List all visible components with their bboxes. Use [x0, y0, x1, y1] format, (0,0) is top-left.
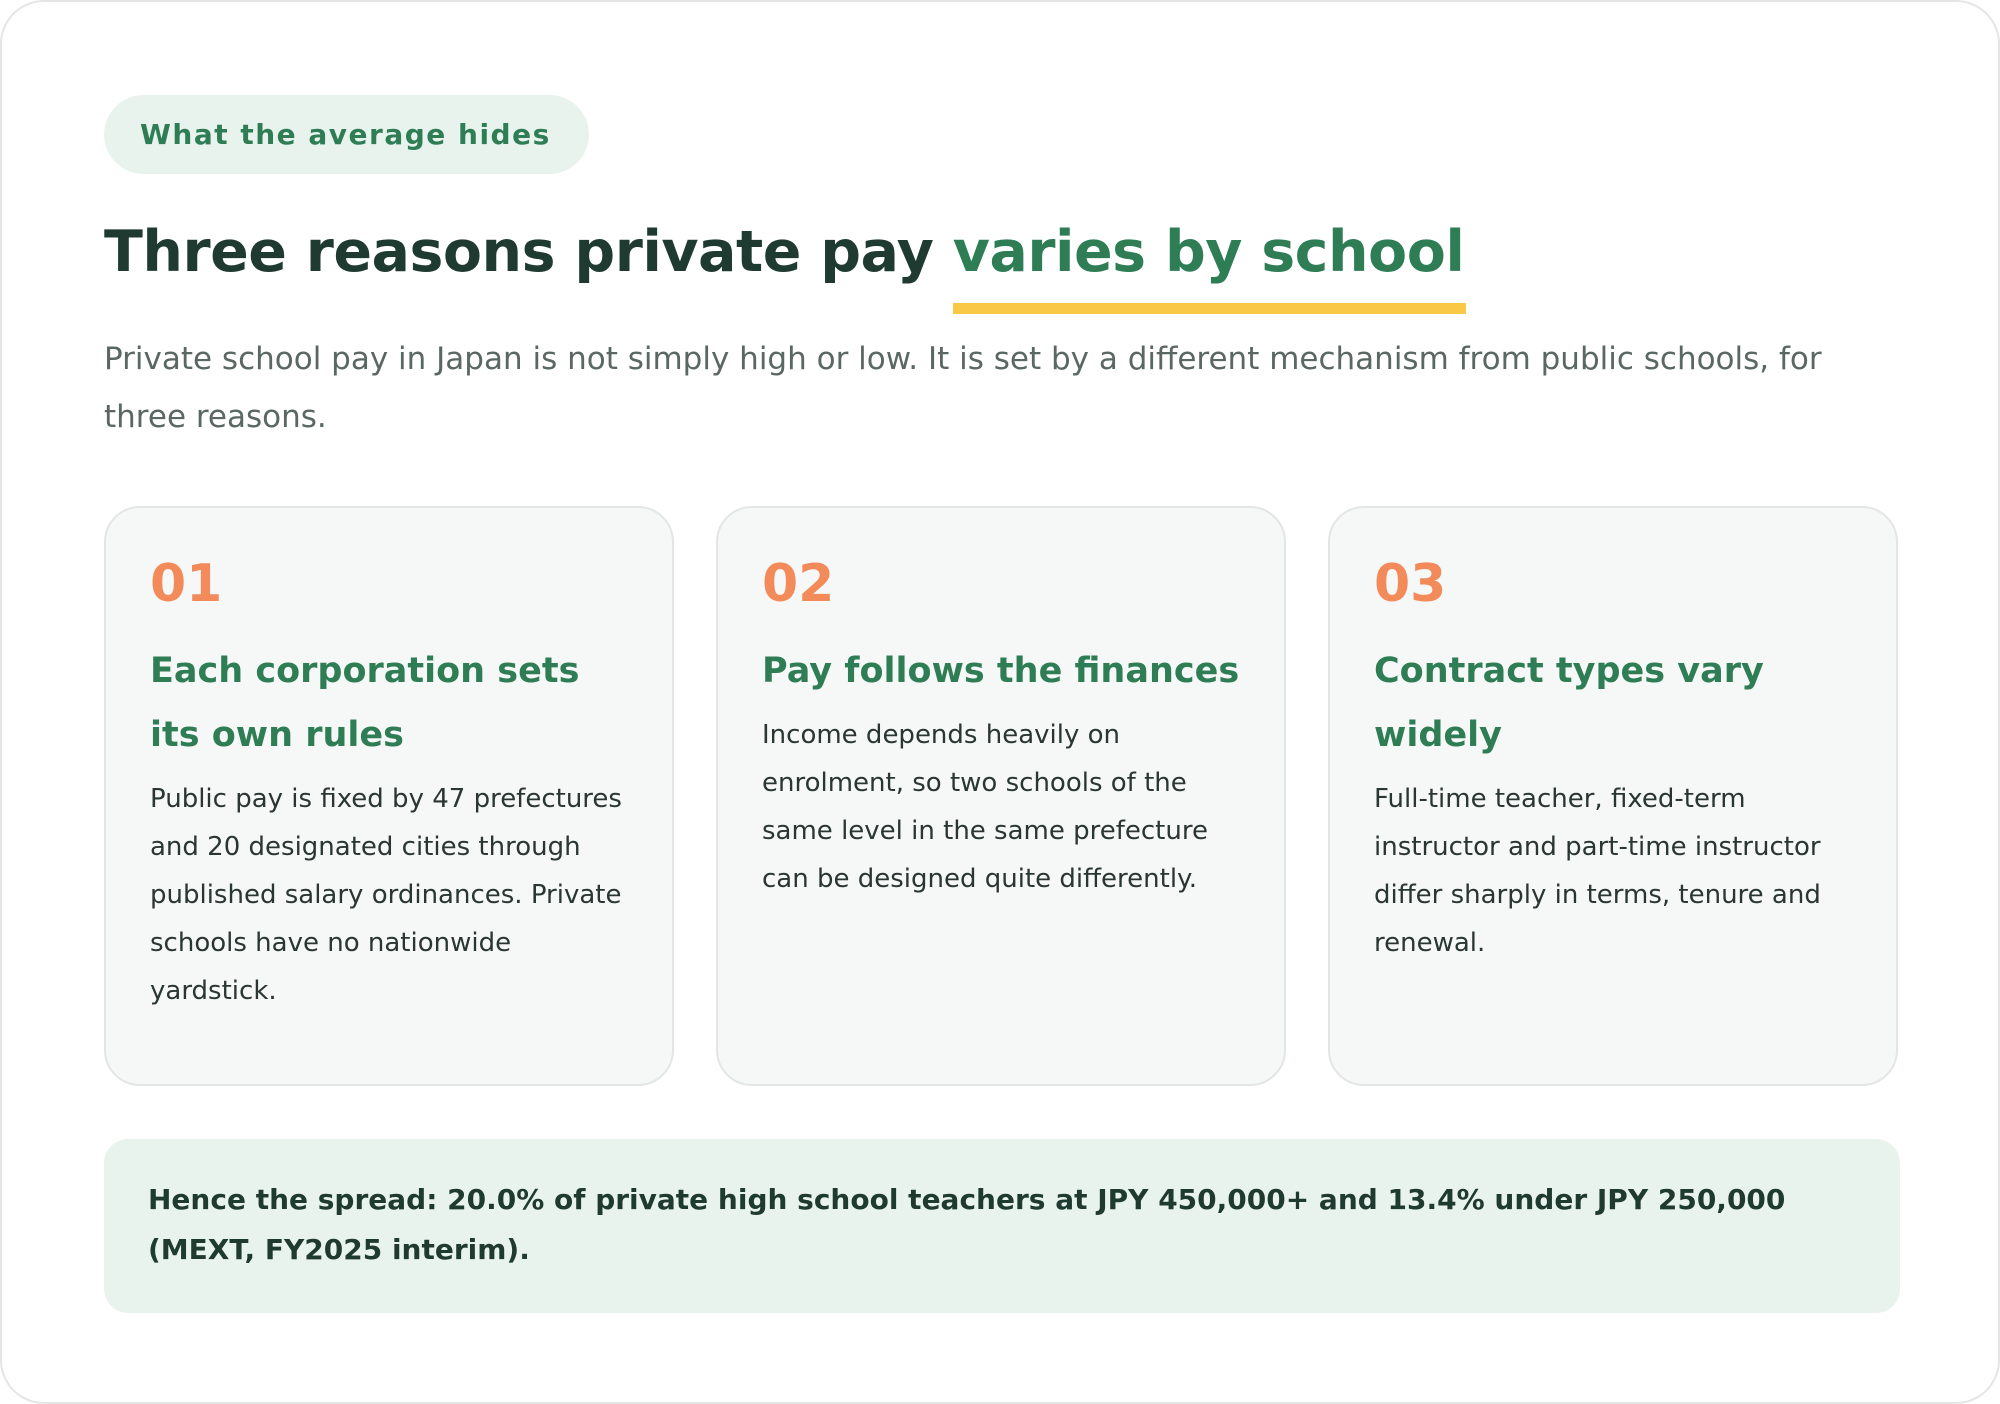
card-body: Income depends heavily on enrolment, so two schools of the same level in the same prefecture can be designed quite differently. — [762, 720, 1208, 895]
page-title — [104, 218, 1900, 286]
card-number: 02 — [762, 554, 835, 614]
intro-paragraph: Private school pay in Japan is not simply high or low. It is set by a different mechanism from public schools, for three reasons. — [104, 341, 1822, 436]
card-heading: Each corporation sets its own rules — [150, 651, 580, 756]
card-heading: Pay follows the finances — [762, 651, 1240, 692]
reason-card-3 — [1328, 506, 1898, 1086]
card-number: 03 — [1374, 554, 1447, 614]
summary-callout: Hence the spread: 20.0% of private high school teachers at JPY 450,000+ and 13.4% under JPY 250,000 (MEXT, FY2025 interim). — [104, 1139, 1900, 1313]
main-content — [104, 95, 1900, 1266]
card-heading: Contract types vary widely — [1374, 651, 1764, 756]
reason-card-1 — [104, 506, 674, 1086]
title-lead: Three reasons private pay — [104, 219, 953, 285]
card-body: Full-time teacher, fixed-term instructor and part-time instructor differ sharply in terms, tenure and renewal. — [1374, 784, 1821, 959]
title-highlight: varies by school — [952, 219, 1465, 285]
card-number: 01 — [150, 554, 223, 614]
reason-card-2 — [716, 506, 1286, 1086]
card-body: Public pay is fixed by 47 prefectures and 20 designated cities through published salary ordinances. Private schools have no nationwide yardstick. — [150, 784, 622, 1007]
eyebrow-badge: What the average hides — [104, 95, 589, 174]
reason-cards — [104, 506, 1898, 1086]
